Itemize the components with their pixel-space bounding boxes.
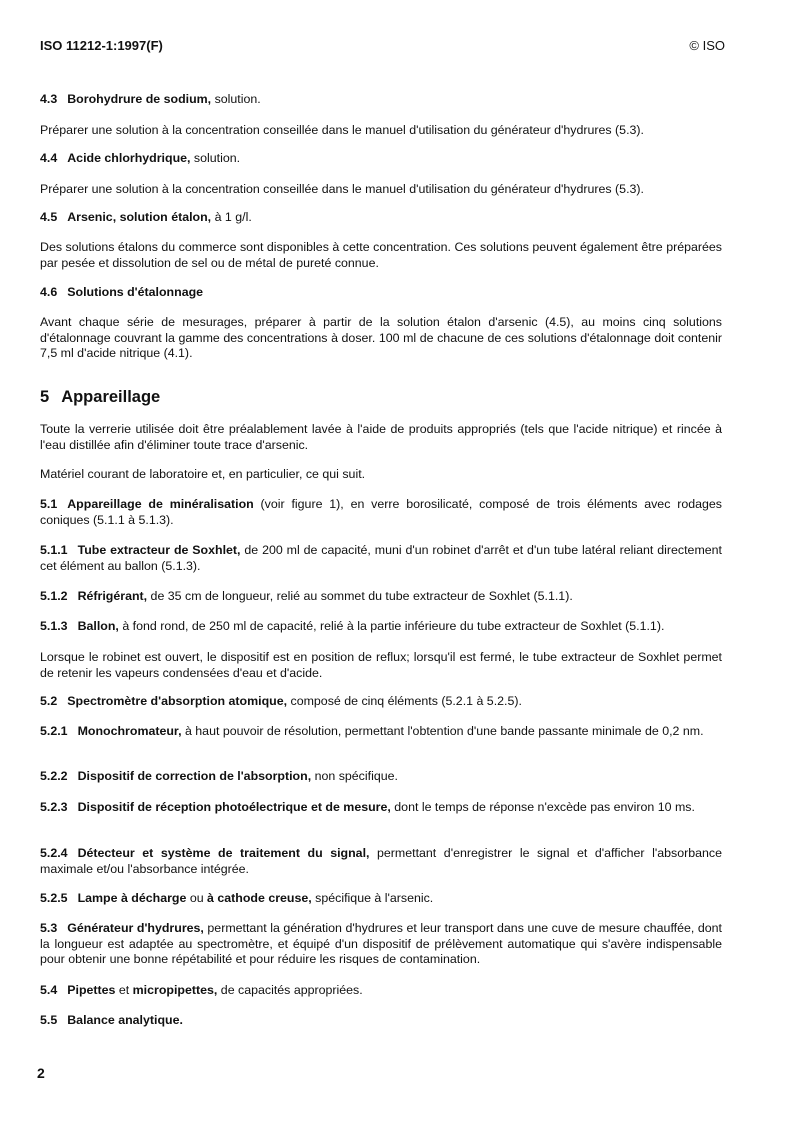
clause-rest: solution. <box>211 92 261 106</box>
clause-rest: à fond rond, de 250 ml de capacité, relié à la partie inférieure du tube extracteur de Soxhlet (5.1.1). <box>118 619 665 633</box>
clause-4-4-text: Préparer une solution à la concentration conseillée dans le manuel d'utilisation du générateur d'hydrures (5.3). <box>40 182 644 196</box>
clause-title: Ballon, <box>77 619 119 633</box>
clause-number: 5.1.3 <box>40 619 68 633</box>
clause-number: 5.2.3 <box>40 800 68 814</box>
clause-rest: composé de cinq éléments (5.2.1 à 5.2.5). <box>287 694 522 708</box>
clause-number: 4.6 <box>40 285 58 299</box>
clause-rest: dont le temps de réponse n'excède pas environ 10 ms. <box>390 800 695 814</box>
clause-number: 5.2.2 <box>40 769 68 783</box>
clause-5-2-3 <box>40 800 722 816</box>
clause-rest: de capacités appropriées. <box>217 983 363 997</box>
clause-5-2-5 <box>40 891 722 907</box>
section-5-heading <box>40 390 722 406</box>
clause-number: 5.2.4 <box>40 846 68 860</box>
clause-rest: solution. <box>190 151 241 165</box>
clause-number: 5.5 <box>40 1013 58 1027</box>
clause-5-1-2 <box>40 589 722 605</box>
clause-5-2-4 <box>40 846 722 877</box>
clause-4-6-heading <box>40 285 722 301</box>
clause-title: Monochromateur, <box>77 724 182 738</box>
clause-title: Dispositif de correction de l'absorption, <box>77 769 312 783</box>
section-title: Appareillage <box>61 388 161 406</box>
clause-4-3-text: Préparer une solution à la concentration conseillée dans le manuel d'utilisation du générateur d'hydrures (5.3). <box>40 123 644 137</box>
section-5-intro: Toute la verrerie utilisée doit être préalablement lavée à l'aide de produits appropriés (tels que l'acide nitrique) et rincée à l'eau distillée afin d'éliminer toute trace d'arsenic. <box>40 422 722 452</box>
clause-number: 5.1.2 <box>40 589 68 603</box>
clause-rest: permettant d'enregistrer le signal et d'afficher l'absorbance maximale et/ou l'absorbance intégrée. <box>40 846 722 876</box>
clause-number: 5.1 <box>40 497 58 511</box>
clause-rest: (voir figure 1), en verre borosilicaté, composé de trois éléments avec rodages coniques (5.1.1 à 5.1.3). <box>40 497 722 527</box>
clause-number: 4.3 <box>40 92 58 106</box>
clause-connector: et <box>115 983 133 997</box>
clause-5-2-1 <box>40 724 722 740</box>
clause-5-3 <box>40 921 722 968</box>
clause-title: Acide chlorhydrique, <box>67 151 191 165</box>
clause-5-2 <box>40 694 722 710</box>
clause-4-3-heading <box>40 92 722 108</box>
clause-title: Dispositif de réception photoélectrique et de mesure, <box>77 800 391 814</box>
clause-number: 4.5 <box>40 210 58 224</box>
clause-5-1 <box>40 497 722 528</box>
clause-number: 5.2 <box>40 694 58 708</box>
clause-number: 5.2.5 <box>40 891 68 905</box>
clause-number: 5.2.1 <box>40 724 68 738</box>
clause-5-5 <box>40 1013 722 1029</box>
clause-title: Borohydrure de sodium, <box>67 92 212 106</box>
clause-title-2: micropipettes, <box>132 983 218 997</box>
clause-title: Balance analytique. <box>67 1013 183 1027</box>
section-5-lead: Matériel courant de laboratoire et, en particulier, ce qui suit. <box>40 467 366 481</box>
clause-rest: à 1 g/l. <box>211 210 252 224</box>
clause-number: 5.1.1 <box>40 543 68 557</box>
clause-5-1-3-text: Lorsque le robinet est ouvert, le dispositif est en position de reflux; lorsqu'il est fermé, le tube extracteur de Soxhlet permet de retenir les vapeurs condensées d'eau et d'acide. <box>40 650 722 680</box>
clause-5-2-2 <box>40 769 722 785</box>
clause-title: Spectromètre d'absorption atomique, <box>67 694 288 708</box>
clause-title: Pipettes <box>67 983 116 997</box>
clause-title: Réfrigérant, <box>77 589 148 603</box>
clause-number: 5.4 <box>40 983 58 997</box>
clause-title: Arsenic, solution étalon, <box>67 210 212 224</box>
clause-connector: ou <box>186 891 208 905</box>
clause-number: 5.3 <box>40 921 58 935</box>
clause-rest: permettant la génération d'hydrures et leur transport dans une cuve de mesure chauffée, dont la longueur est adaptée au spectromètre, et équipé d'un dispositif de prélèvement automatique qui s'avère indispensable pour obtenir une bonne répétabilité et pour réduire les risques de contamination. <box>40 921 722 966</box>
copyright-notice: © ISO <box>689 38 725 53</box>
clause-rest: de 200 ml de capacité, muni d'un robinet d'arrêt et d'un tube latéral reliant directement cet élément au ballon (5.1.3). <box>40 543 722 573</box>
clause-number: 4.4 <box>40 151 58 165</box>
document-id: ISO 11212-1:1997(F) <box>40 38 163 53</box>
clause-rest: non spécifique. <box>311 769 398 783</box>
clause-rest: de 35 cm de longueur, relié au sommet du tube extracteur de Soxhlet (5.1.1). <box>147 589 573 603</box>
clause-5-1-3 <box>40 619 722 635</box>
clause-5-4 <box>40 983 722 999</box>
clause-5-1-1 <box>40 543 722 574</box>
clause-rest: à haut pouvoir de résolution, permettant l'obtention d'une bande passante minimale de 0,2 nm. <box>181 724 704 738</box>
page-number: 2 <box>37 1065 45 1081</box>
clause-title: Détecteur et système de traitement du signal, <box>77 846 370 860</box>
clause-title: Générateur d'hydrures, <box>67 921 204 935</box>
clause-4-4-heading <box>40 151 722 167</box>
clause-4-6-text: Avant chaque série de mesurages, préparer à partir de la solution étalon d'arsenic (4.5), au moins cinq solutions d'étalonnage couvrant la gamme des concentrations à doser. 100 ml de chacune de ces solutions d'étalonnage doit contenir 7,5 ml d'acide nitrique (4.1). <box>40 315 722 360</box>
section-number: 5 <box>40 388 50 406</box>
clause-title-2: à cathode creuse, <box>207 891 312 905</box>
clause-title: Tube extracteur de Soxhlet, <box>77 543 241 557</box>
clause-rest: spécifique à l'arsenic. <box>311 891 434 905</box>
clause-4-5-text: Des solutions étalons du commerce sont disponibles à cette concentration. Ces solutions peuvent également être préparées par pesée et dissolution de sel ou de métal de pureté connue. <box>40 240 722 270</box>
clause-title: Lampe à décharge <box>77 891 187 905</box>
clause-4-5-heading <box>40 210 722 226</box>
clause-title: Solutions d'étalonnage <box>67 285 204 299</box>
clause-title: Appareillage de minéralisation <box>67 497 254 511</box>
